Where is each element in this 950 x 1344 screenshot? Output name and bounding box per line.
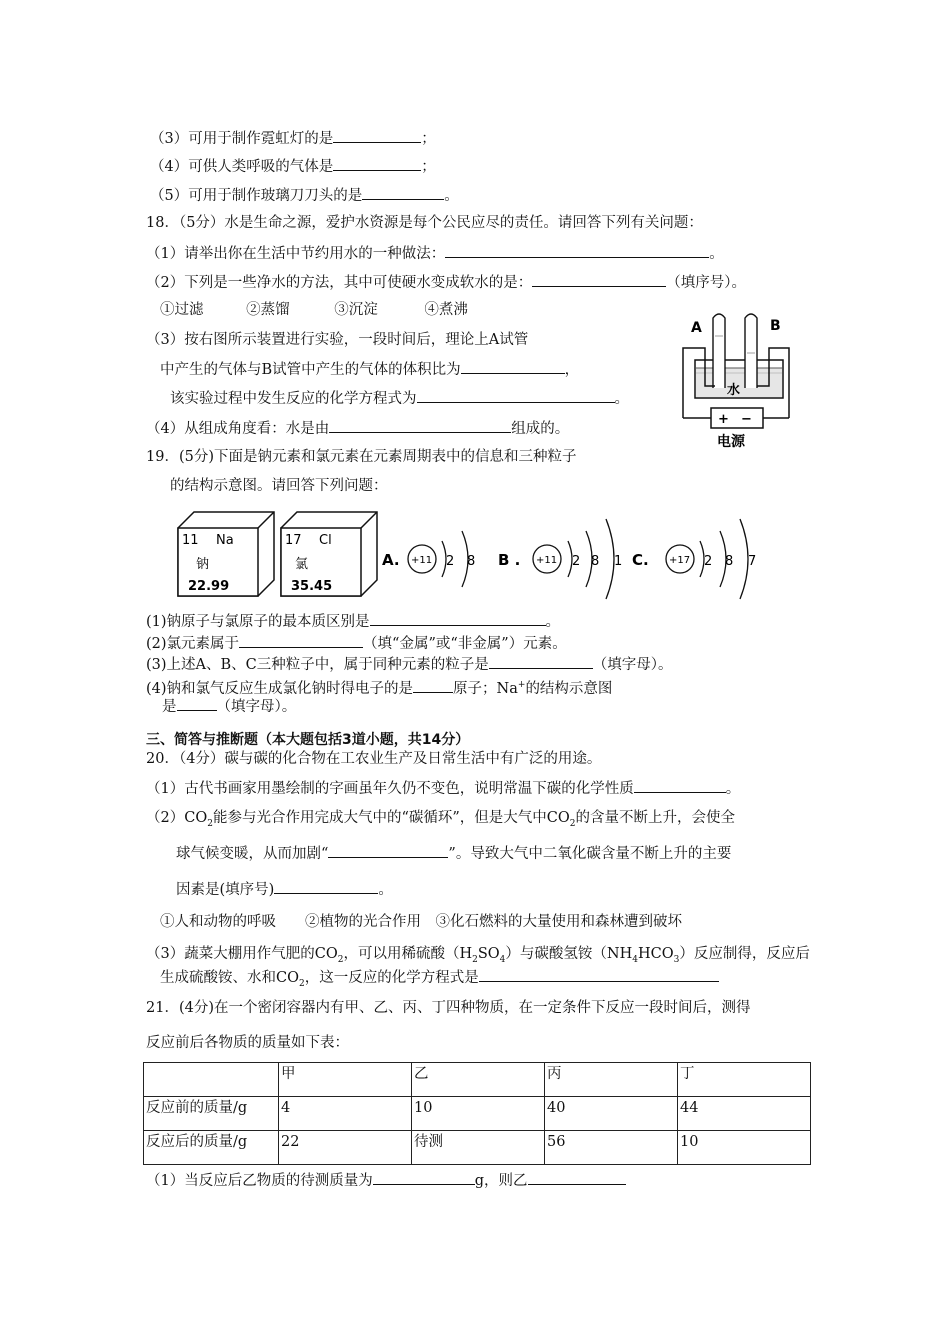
particle-structure-diagrams [380,505,780,605]
q20-part-2-line-1: $(2)CO_2$能参与光合作用完成大气中的“碳循环”，但是大气中$CO_2$的含量不断上升，会使全 [146,810,735,829]
answer-blank[interactable] [328,843,448,858]
answer-blank[interactable] [532,272,666,287]
na-mass: 22.99 [188,579,230,594]
minus-label: − [741,412,752,427]
q21-part-1: （1）当反应后乙物质的待测质量为 g，则乙 [146,1170,626,1191]
na-atomic-number: 11 [182,533,199,548]
answer-blank[interactable] [333,128,421,143]
answer-blank[interactable] [479,967,719,982]
q19-stem-2: 的结构示意图。请回答下列问题： [170,478,388,494]
q20-part-2-line-3: 因素是(填序号) 。 [176,879,393,900]
q19-part-4: (4)钠和氯气反应生成氯化钠时得电子的是 原子；Na+的结构示意图 [146,675,612,699]
particle-b-shell-1: 2 [572,554,581,569]
particle-c [632,519,756,599]
q17-item-3: （3）可用于制作霓虹灯的是 ； [150,128,436,149]
particle-b-shell-3: 1 [614,554,623,569]
particle-a-shell-2: 8 [467,554,476,569]
q20-part-3-line-2: 生成硫酸铵、水和$CO_2$，这一反应的化学方程式是 [160,967,719,994]
answer-blank[interactable] [239,633,363,648]
particle-a-nucleus: +11 [411,555,433,566]
table-cell: 56 [545,1131,678,1165]
particle-c-label: C. [632,551,649,569]
sodium-element-cell [176,508,280,600]
tube-b-label: B [770,318,781,334]
q18-part-4: （4）从组成角度看：水是由 组成的。 [146,418,569,439]
na-name: 钠 [196,557,210,572]
table-cell: 40 [545,1097,678,1131]
answer-blank[interactable] [528,1170,626,1185]
table-cell: 10 [678,1131,811,1165]
particle-c-shell-1: 2 [704,554,713,569]
particle-c-nucleus: +17 [669,555,691,566]
particle-b-nucleus: +11 [536,555,558,566]
power-label: 电源 [717,434,745,450]
answer-blank[interactable] [274,879,378,894]
q20-stem: 20．（4分）碳与碳的化合物在工农业生产及日常生活中有广泛的用途。 [146,751,602,767]
water-label: 水 [727,383,741,398]
particle-b [498,519,622,599]
table-row [144,1097,811,1131]
table-cell: 10 [412,1097,545,1131]
q19-stem-1: 19．(5分)下面是钠元素和氯元素在元素周期表中的信息和三种粒子 [146,449,577,465]
table-header-row [144,1063,811,1097]
particle-a [382,531,475,587]
table-cell: 反应前的质量/g [144,1097,279,1131]
answer-blank[interactable] [413,678,453,693]
table-cell [144,1063,279,1097]
q20-part-2-line-2: 球气候变暖，从而加剧“ ”。导致大气中二氧化碳含量不断上升的主要 [176,843,731,864]
q18-part-3-line-2: 中产生的气体与B试管中产生的气体的体积比为 ， [160,359,579,380]
table-cell: 丙 [545,1063,678,1097]
q19-part-2: (2)氯元素属于 （填“金属”或“非金属”）元素。 [146,633,567,654]
cl-atomic-number: 17 [285,533,302,548]
answer-blank[interactable] [634,778,726,793]
particle-b-label: B . [498,551,521,569]
q19-part-4-cont: 是 （填字母）。 [162,696,296,717]
tube-a-label: A [691,320,702,336]
table-cell: 甲 [279,1063,412,1097]
plus-label: + [718,412,729,427]
particle-c-shell-3: 7 [748,554,757,569]
q17-item-5: （5）可用于制作玻璃刀刀头的是 。 [150,185,459,206]
cl-symbol: Cl [319,533,332,548]
section-3-title: 三、简答与推断题（本大题包括3道小题，共14分） [146,732,470,748]
cl-mass: 35.45 [291,579,333,594]
q17-item-4: （4）可供人类呼吸的气体是 ； [150,156,436,177]
mass-table [143,1062,811,1165]
na-symbol: Na [216,533,234,548]
table-cell: 待测 [412,1131,545,1165]
q21-stem-2: 反应前后各物质的质量如下表： [146,1035,349,1051]
table-cell: 反应后的质量/g [144,1131,279,1165]
table-cell: 44 [678,1097,811,1131]
table-cell: 丁 [678,1063,811,1097]
q21-stem-1: 21．(4分)在一个密闭容器内有甲、乙、丙、丁四种物质，在一定条件下反应一段时间后，测得 [146,1000,751,1016]
cl-name: 氯 [295,557,309,572]
answer-blank[interactable] [445,243,709,258]
answer-blank[interactable] [370,611,546,626]
particle-c-shell-2: 8 [725,554,734,569]
q20-options: ①人和动物的呼吸 ②植物的光合作用 ③化石燃料的大量使用和森林遭到破坏 [160,914,682,930]
answer-blank[interactable] [417,388,615,403]
particle-a-label: A. [382,551,400,569]
answer-blank[interactable] [177,696,217,711]
answer-blank[interactable] [362,185,444,200]
table-cell: 乙 [412,1063,545,1097]
answer-blank[interactable] [373,1170,475,1185]
answer-blank[interactable] [329,418,511,433]
answer-blank[interactable] [461,359,565,374]
particle-b-shell-2: 8 [591,554,600,569]
q19-part-1: (1)钠原子与氯原子的最本质区别是 。 [146,611,560,632]
q20-part-3-line-1: （3）蔬菜大棚用作气肥的$CO_2$，可以用稀硫酸$(H_2SO_4)$与碳酸氢铵$(NH_4HCO_3)$反应制得，反应后 [146,946,810,965]
particle-a-shell-1: 2 [446,554,455,569]
q18-part-1: （1）请举出你在生活中节约用水的一种做法： 。 [146,243,724,264]
table-row [144,1131,811,1165]
electrolysis-apparatus-figure [665,308,815,453]
q20-part-1: （1）古代书画家用墨绘制的字画虽年久仍不变色，说明常温下碳的化学性质 。 [146,778,740,799]
q18-part-3-line-1: （3）按右图所示装置进行实验，一段时间后，理论上A试管 [146,332,529,348]
table-cell: 22 [279,1131,412,1165]
q18-part-2: （2）下列是一些净水的方法，其中可使硬水变成软水的是： （填序号）。 [146,272,746,293]
q18-stem: 18．（5分）水是生命之源，爱护水资源是每个公民应尽的责任。请回答下列有关问题： [146,215,703,231]
q18-part-3-line-3: 该实验过程中发生反应的化学方程式为 。 [170,388,629,409]
table-cell: 4 [279,1097,412,1131]
chlorine-element-cell [279,508,383,600]
answer-blank[interactable] [489,654,593,669]
q19-part-3: (3)上述A、B、C三种粒子中，属于同种元素的粒子是 （填字母）。 [146,654,673,675]
q18-options: ①过滤 ②蒸馏 ③沉淀 ④煮沸 [160,302,468,318]
answer-blank[interactable] [333,156,421,171]
